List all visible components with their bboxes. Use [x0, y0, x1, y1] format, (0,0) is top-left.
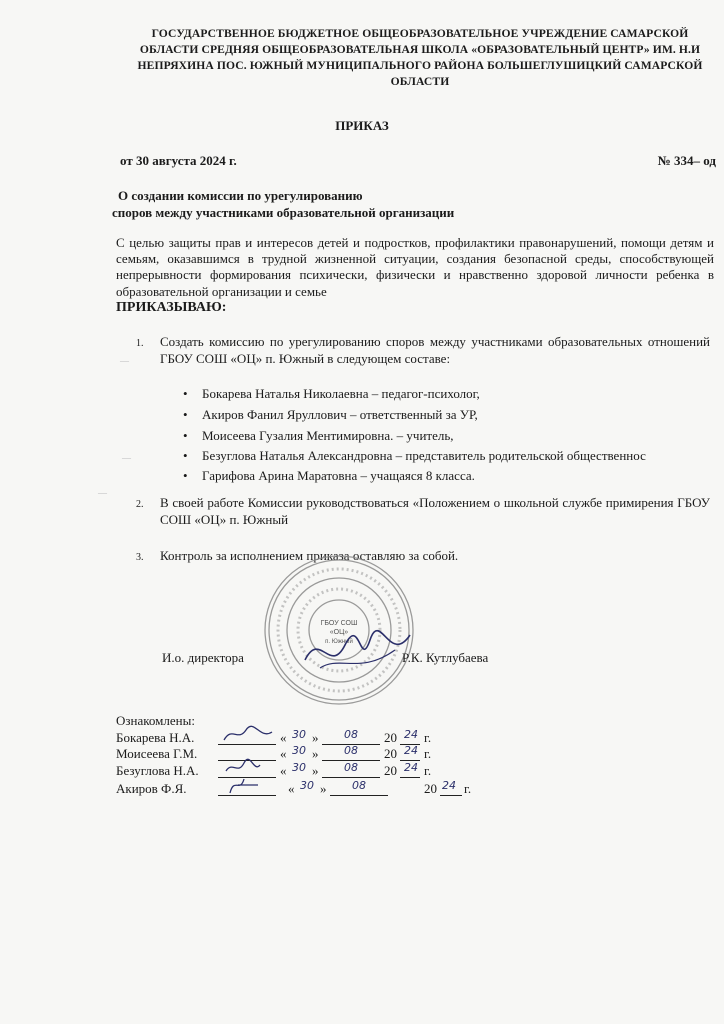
close-quote: »: [312, 730, 319, 745]
year-line: [440, 795, 462, 796]
ack-month: 08: [344, 728, 358, 741]
ack-year: 24: [442, 779, 456, 792]
year-prefix: 20: [424, 781, 437, 796]
ack-day: 30: [300, 779, 314, 792]
member-item: • Моисеева Гузалия Ментимировна. – учитель,: [202, 427, 454, 444]
ack-month: 08: [344, 761, 358, 774]
acknowledgement-row: [116, 763, 516, 780]
ack-month: 08: [352, 779, 366, 792]
close-quote: »: [312, 763, 319, 778]
item-text: В своей работе Комиссии руководствоваться «Положением о школьной службе примирения ГБОУ СОШ «ОЦ» п. Южный: [160, 495, 710, 527]
ack-year: 24: [404, 728, 418, 741]
open-quote: «: [280, 746, 287, 761]
ack-person-name: Безуглова Н.А.: [116, 763, 199, 778]
year-prefix: 20: [384, 763, 397, 778]
year-prefix: 20: [384, 746, 397, 761]
handwritten-signature: [224, 775, 264, 797]
acknowledgement-row: [116, 781, 516, 798]
order-number: № 334– од: [657, 153, 716, 168]
open-quote: «: [288, 781, 295, 796]
subject-line-1: О создании комиссии по урегулированию: [118, 188, 363, 203]
acknowledgement-row: [116, 730, 516, 747]
ack-day: 30: [292, 728, 306, 741]
year-suffix-g: г.: [464, 781, 472, 796]
item-number: 2.: [136, 499, 144, 510]
member-item: • Акиров Фанил Яруллович – ответственный за УР,: [202, 406, 478, 423]
seal-inner-line-2: «ОЦ»: [329, 629, 349, 636]
member-item: • Безуглова Наталья Александровна – представитель родительской общественнос: [202, 447, 646, 464]
organization-header: ГОСУДАРСТВЕННОЕ БЮДЖЕТНОЕ ОБЩЕОБРАЗОВАТЕЛЬНОЕ УЧРЕЖДЕНИЕ САМАРСКОЙ ОБЛАСТИ СРЕДНЯЯ ОБЩЕОБРАЗОВАТЕЛЬНАЯ ШКОЛА «ОБРАЗОВАТЕЛЬНЫЙ ЦЕНТР» ИМ. Н.И НЕПРЯХИНА ПОС. ЮЖНЫЙ МУНИЦИПАЛЬНОГО РАЙОНА БОЛЬШЕГЛУШИЦКИЙ САМАРСКОЙ ОБЛАСТИ: [137, 27, 703, 88]
year-prefix: 20: [384, 730, 397, 745]
open-quote: «: [280, 763, 287, 778]
ack-day: 30: [292, 761, 306, 774]
item-number: 1.: [136, 338, 144, 349]
scan-margin-mark: —: [122, 453, 131, 463]
ack-day: 30: [292, 744, 306, 757]
order-date: от 30 августа 2024 г.: [120, 153, 237, 168]
item-text: Создать комиссию по урегулированию споров между участниками образовательных отношений ГБОУ СОШ «ОЦ» п. Южный в следующем составе:: [160, 334, 710, 366]
seal-inner-line-3: п. Южный: [325, 639, 353, 645]
item-number: 3.: [136, 552, 144, 563]
signatory-role: И.о. директора: [162, 650, 244, 665]
signatory-name: Р.К. Кутлубаева: [402, 650, 489, 665]
commission-members-list: [0, 385, 724, 485]
ack-year: 24: [404, 744, 418, 757]
preamble-paragraph: С целью защиты прав и интересов детей и подростков, профилактики правонарушений, помощи детям и семьям, оказавшимся в трудной жизненной ситуации, создания безопасной среды, способствующей непрерывности формирования психически, физически и нравственно здоровой личности ребенка в образовательной организации и семье: [116, 235, 714, 299]
ack-person-name: Моисеева Г.М.: [116, 746, 198, 761]
member-item: • Гарифова Арина Маратовна – учащаяся 8 класса.: [202, 467, 475, 484]
month-line: [330, 795, 388, 796]
signature-line: [218, 795, 276, 796]
handwritten-signature: [220, 724, 276, 746]
ack-year: 24: [404, 761, 418, 774]
subject-line-2: споров между участниками образовательной организации: [112, 205, 455, 220]
year-suffix-g: г.: [424, 746, 432, 761]
close-quote: »: [312, 746, 319, 761]
month-line: [322, 777, 380, 778]
close-quote: »: [320, 781, 327, 796]
year-suffix-g: г.: [424, 730, 432, 745]
signature-line: [218, 744, 276, 745]
item-text: Контроль за исполнением приказа оставляю за собой.: [160, 548, 459, 563]
order-word: ПРИКАЗЫВАЮ:: [116, 300, 227, 315]
acknowledgement-row: [116, 746, 516, 763]
year-line: [400, 777, 420, 778]
scan-margin-mark: —: [120, 356, 129, 366]
acknowledgement-title: Ознакомлены:: [116, 713, 195, 728]
scan-margin-mark: —: [98, 488, 107, 498]
year-suffix-g: г.: [424, 763, 432, 778]
order-subject: [112, 187, 454, 221]
ack-person-name: Акиров Ф.Я.: [116, 781, 187, 796]
ack-person-name: Бокарева Н.А.: [116, 730, 195, 745]
open-quote: «: [280, 730, 287, 745]
member-item: • Бокарева Наталья Николаевна – педагог-психолог,: [202, 385, 480, 402]
ack-month: 08: [344, 744, 358, 757]
seal-inner-line-1: ГБОУ СОШ: [320, 620, 358, 627]
document-title: ПРИКАЗ: [335, 118, 389, 133]
